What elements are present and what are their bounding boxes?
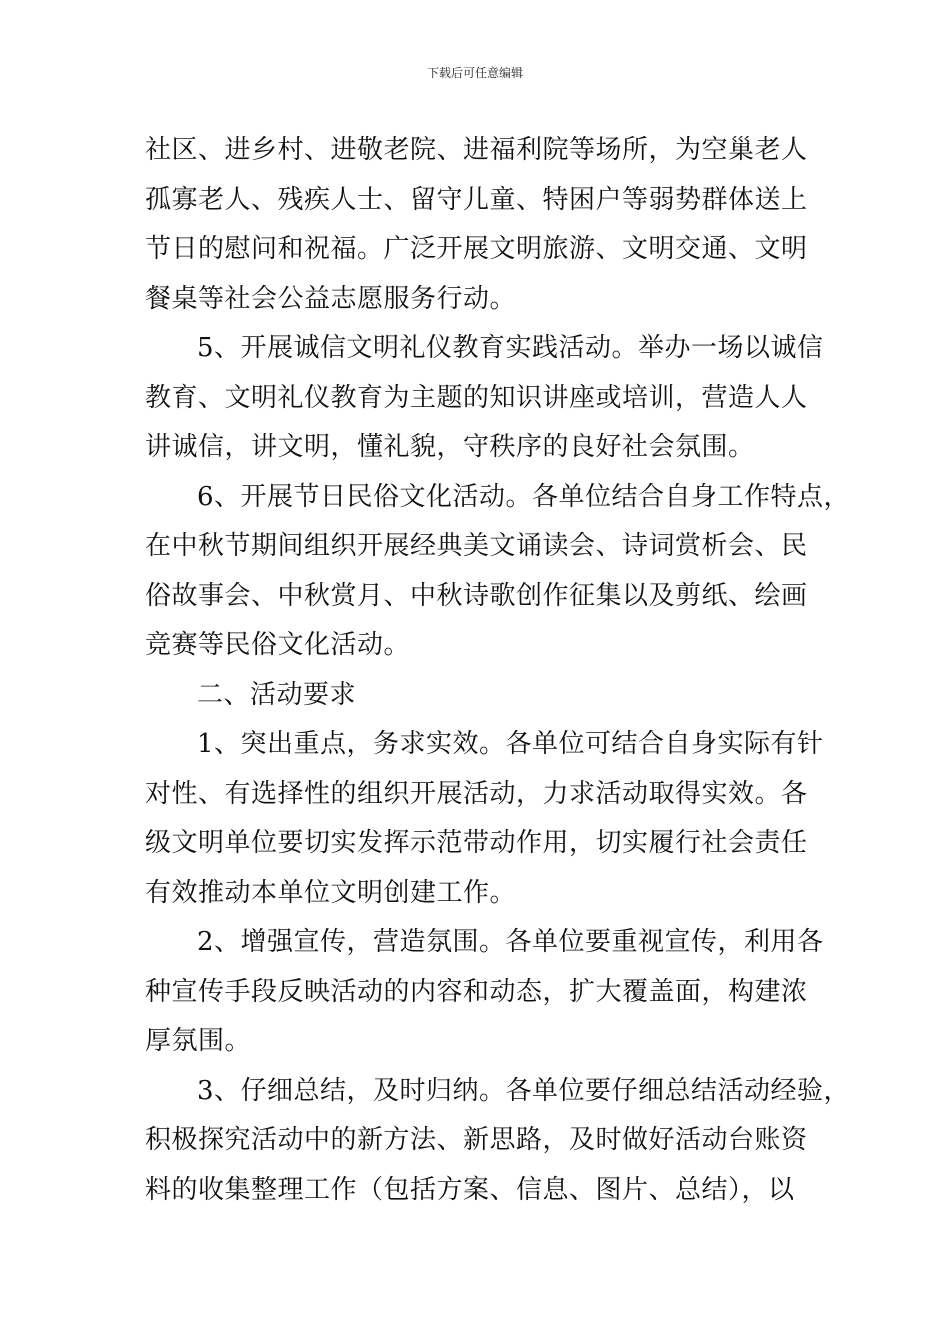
page-header: 下载后可任意编辑 (426, 66, 523, 80)
text-line: 竞赛等民俗文化活动。 (145, 630, 411, 660)
text-line: 讲诚信，讲文明，懂礼貌，守秩序的良好社会氛围。 (145, 432, 755, 462)
text-line: 孤寡老人、残疾人士、留守儿童、特困户等弱势群体送上 (145, 184, 808, 215)
text-line: 社区、进乡村、进敬老院、进福利院等场所，为空巢老人 (145, 135, 808, 165)
paragraph-start: 3、仔细总结，及时归纳。各单位要仔细总结活动经验， (197, 1075, 851, 1106)
text-line: 餐桌等社会公益志愿服务行动。 (145, 283, 517, 314)
text-line: 厚氛围。 (145, 1026, 252, 1056)
text-line: 料的收集整理工作（包括方案、信息、图片、总结），以 (145, 1174, 795, 1205)
text-line: 教育、文明礼仪教育为主题的知识讲座或培训，营造人人 (145, 382, 808, 413)
text-line: 积极探究活动中的新方法、新思路，及时做好活动台账资 (145, 1125, 808, 1155)
paragraph-start: 6、开展节日民俗文化活动。各单位结合自身工作特点， (197, 481, 851, 512)
section-heading: 二、活动要求 (197, 679, 357, 710)
text-line: 俗故事会、中秋赏月、中秋诗歌创作征集以及剪纸、绘画 (145, 580, 808, 611)
paragraph-start: 5、开展诚信文明礼仪教育实践活动。举办一场以诚信 (197, 333, 824, 363)
paragraph-start: 2、增强宣传，营造氛围。各单位要重视宣传，利用各 (197, 927, 824, 957)
text-line: 有效推动本单位文明创建工作。 (145, 877, 517, 908)
document-body (145, 126, 851, 1215)
text-line: 在中秋节期间组织开展经典美文诵读会、诗词赏析会、民 (145, 531, 808, 561)
text-line: 级文明单位要切实发挥示范带动作用，切实履行社会责任 (145, 828, 808, 858)
text-line: 节日的慰问和祝福。广泛开展文明旅游、文明交通、文明 (145, 234, 808, 264)
text-line: 种宣传手段反映活动的内容和动态，扩大覆盖面，构建浓 (145, 976, 808, 1007)
text-line: 对性、有选择性的组织开展活动，力求活动取得实效。各 (145, 778, 808, 809)
paragraph-start: 1、突出重点，务求实效。各单位可结合自身实际有针 (197, 729, 824, 759)
